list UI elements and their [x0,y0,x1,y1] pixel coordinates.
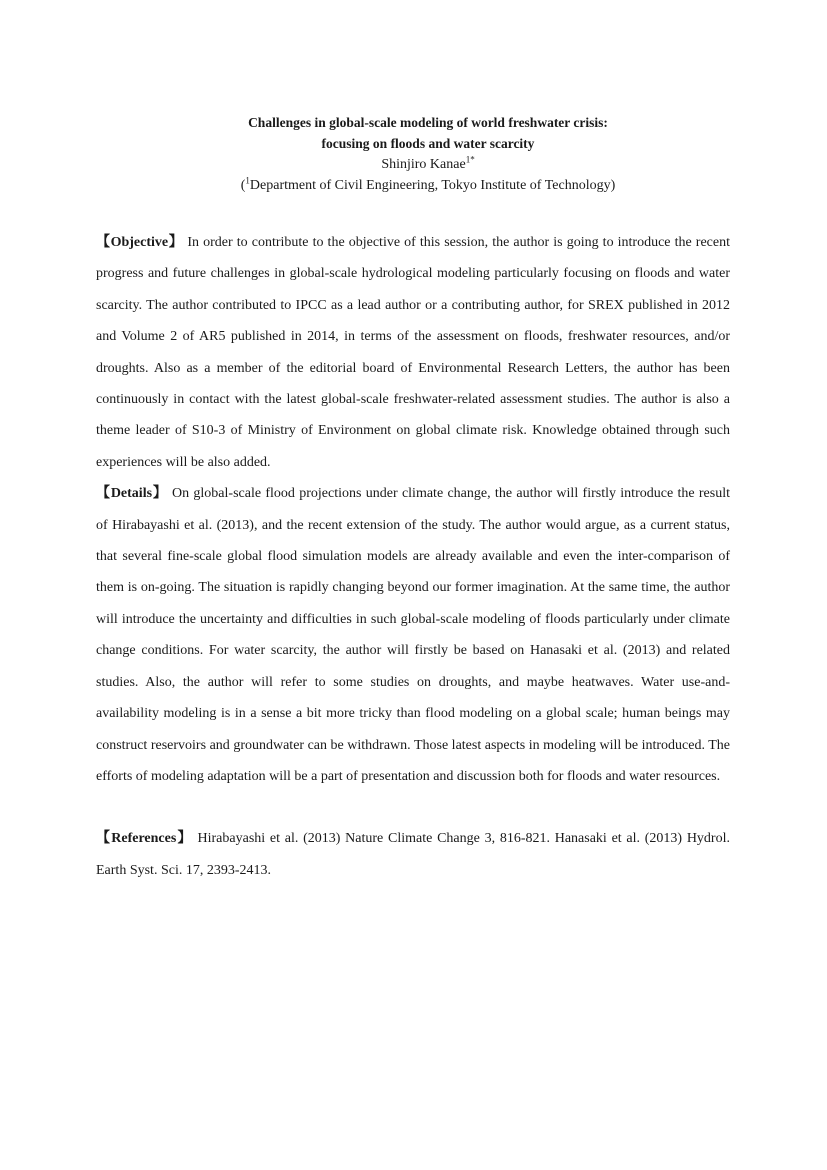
details-text: On global-scale flood projections under climate change, the author will firstly introduce the result of Hirabayashi et al. (2013), and the recent extension of the study. The author would argue, as a current status, that several fine-scale global flood simulation models are already available and even the inter-comparison of them is on-going. The situation is rapidly changing beyond our former imagination. At the same time, the author will introduce the uncertainty and difficulties in such global-scale modeling of floods particularly under climate change conditions. For water scarcity, the author will firstly be based on Hanasaki et al. (2013) and related studies. Also, the author will refer to some studies on droughts, and maybe heatwaves. Water use-and-availability modeling is in a sense a bit more tricky than flood modeling on a global scale; human beings may construct reservoirs and groundwater can be withdrawn. Those latest aspects in modeling will be introduced. The efforts of modeling adaptation will be a part of presentation and discussion both for floods and water resources. [96,486,730,784]
details-section [96,478,730,792]
author-name: Shinjiro Kanae [381,157,466,172]
affiliation-line [126,175,730,196]
affiliation-close: ) [610,178,616,193]
paper-header [96,112,730,196]
title-line-2: focusing on floods and water scarcity [321,136,535,151]
title-line-1: Challenges in global-scale modeling of world freshwater crisis: [248,115,608,130]
author-line [126,154,730,175]
objective-section [96,227,730,478]
author-superscript: 1* [465,154,475,165]
details-label: 【Details】 [96,486,168,502]
affiliation-superscript: 1 [245,175,250,186]
references-text: Hirabayashi et al. (2013) Nature Climate Change 3, 816-821. Hanasaki et al. (2013) Hydrol. Earth Syst. Sci. 17, 2393-2413. [96,831,730,878]
affiliation-open: ( [240,178,246,193]
references-section [96,823,730,886]
affiliation-text: Department of Civil Engineering, Tokyo Institute of Technology [249,178,611,193]
paper-page [96,112,730,886]
references-label: 【References】 [96,831,193,847]
objective-text: In order to contribute to the objective of this session, the author is going to introduce the recent progress and future challenges in global-scale hydrological modeling particularly focusing on floods and water scarcity. The author contributed to IPCC as a lead author or a contributing author, for SREX published in 2012 and Volume 2 of AR5 published in 2014, in terms of the assessment on floods, freshwater resources, and/or droughts. Also as a member of the editorial board of Environmental Research Letters, the author has been continuously in contact with the latest global-scale freshwater-related assessment studies. The author is also a theme leader of S10-3 of Ministry of Environment on global climate risk. Knowledge obtained through such experiences will be also added. [96,235,730,470]
objective-label: 【Objective】 [96,235,184,250]
